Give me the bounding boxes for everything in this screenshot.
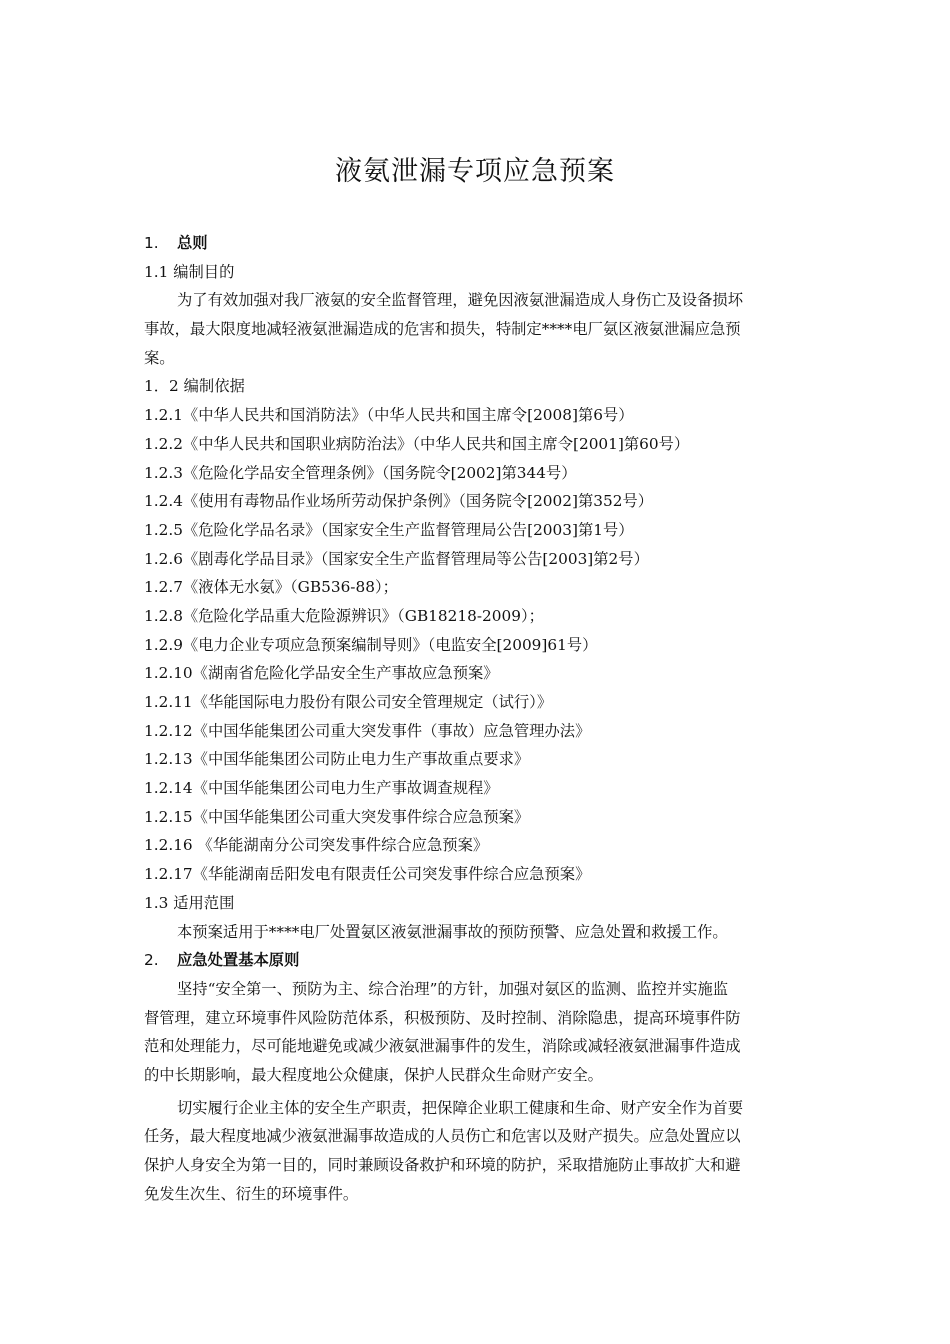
document-body xyxy=(144,229,810,1209)
basis-item: 1.2.2《中华人民共和国职业病防治法》（中华人民共和国主席令[2001]第60号） xyxy=(144,434,690,453)
paragraph-line: 坚持“安全第一、预防为主、综合治理”的方针，加强对氨区的监测、监控并实施监 xyxy=(177,979,729,998)
paragraph-line: 督管理，建立环境事件风险防范体系，积极预防、及时控制、消除隐患，提高环境事件防 xyxy=(144,1008,741,1027)
paragraph-purpose xyxy=(144,286,810,372)
basis-item: 1.2.13《中国华能集团公司防止电力生产事故重点要求》 xyxy=(144,750,530,769)
subsection-1-1-heading: 1.1 编制目的 xyxy=(144,262,235,281)
basis-item: 1.2.14《中国华能集团公司电力生产事故调查规程》 xyxy=(144,779,499,798)
paragraph-line: 任务，最大程度地减少液氨泄漏事故造成的人员伤亡和危害以及财产损失。应急处置应以 xyxy=(144,1127,741,1146)
basis-item: 1.2.11《华能国际电力股份有限公司安全管理规定（试行）》 xyxy=(144,693,553,712)
basis-item: 1.2.6《剧毒化学品目录》（国家安全生产监督管理局等公告[2003]第2号） xyxy=(144,549,649,568)
paragraph-principle-2 xyxy=(144,1094,810,1209)
basis-item: 1.2.17《华能湖南岳阳发电有限责任公司突发事件综合应急预案》 xyxy=(144,865,591,884)
basis-item: 1.2.12《中国华能集团公司重大突发事件（事故）应急管理办法》 xyxy=(144,721,591,740)
basis-item: 1.2.10《湖南省危险化学品安全生产事故应急预案》 xyxy=(144,664,499,683)
paragraph-line: 范和处理能力，尽可能地避免或减少液氨泄漏事件的发生，消除或减轻液氨泄漏事件造成 xyxy=(144,1037,741,1056)
paragraph-line: 免发生次生、衍生的环境事件。 xyxy=(144,1184,359,1203)
subsection-1-3-heading: 1.3 适用范围 xyxy=(144,893,235,912)
basis-item: 1.2.7《液体无水氨》（GB536-88）； xyxy=(144,578,398,597)
section-2-heading xyxy=(144,946,810,975)
paragraph-line: 事故，最大限度地减轻液氨泄漏造成的危害和损失，特制定****电厂氨区液氨泄漏应急预 xyxy=(144,320,741,339)
section-title: 应急处置基本原则 xyxy=(177,951,300,970)
paragraph-line: 为了有效加强对我厂液氨的安全监督管理，避免因液氨泄漏造成人身伤亡及设备损坏 xyxy=(177,291,743,310)
basis-item: 1.2.15《中国华能集团公司重大突发事件综合应急预案》 xyxy=(144,807,530,826)
basis-item: 1.2.3《危险化学品安全管理条例》（国务院令[2002]第344号） xyxy=(144,463,577,482)
basis-item: 1.2.8《危险化学品重大危险源辨识》（GB18218-2009）； xyxy=(144,606,544,625)
subsection-1-2-heading: 1．2 编制依据 xyxy=(144,377,245,396)
document-title: 液氨泄漏专项应急预案 xyxy=(335,156,615,187)
section-number: 1. xyxy=(144,234,159,252)
basis-item: 1.2.4《使用有毒物品作业场所劳动保护条例》（国务院令[2002]第352号） xyxy=(144,492,654,511)
section-number: 2. xyxy=(144,951,159,970)
basis-item: 1.2.1《中华人民共和国消防法》（中华人民共和国主席令[2008]第6号） xyxy=(144,406,634,425)
paragraph-line: 切实履行企业主体的安全生产职责，把保障企业职工健康和生命、财产安全作为首要 xyxy=(177,1098,743,1117)
section-1-heading xyxy=(144,229,810,258)
section-title: 总则 xyxy=(177,234,208,252)
paragraph-line: 保护人身安全为第一目的，同时兼顾设备救护和环境的防护，采取措施防止事故扩大和避 xyxy=(144,1156,741,1175)
basis-item: 1.2.16 《华能湖南分公司突发事件综合应急预案》 xyxy=(144,836,489,855)
paragraph-line: 案。 xyxy=(144,348,175,367)
basis-item: 1.2.5《危险化学品名录》（国家安全生产监督管理局公告[2003]第1号） xyxy=(144,520,634,539)
paragraph-scope: 本预案适用于****电厂处置氨区液氨泄漏事故的预防预警、应急处置和救援工作。 xyxy=(177,922,728,941)
paragraph-principle-1 xyxy=(144,975,810,1090)
basis-item: 1.2.9《电力企业专项应急预案编制导则》（电监安全[2009]61号） xyxy=(144,635,598,654)
paragraph-line: 的中长期影响，最大程度地公众健康，保护人民群众生命财产安全。 xyxy=(144,1066,603,1085)
